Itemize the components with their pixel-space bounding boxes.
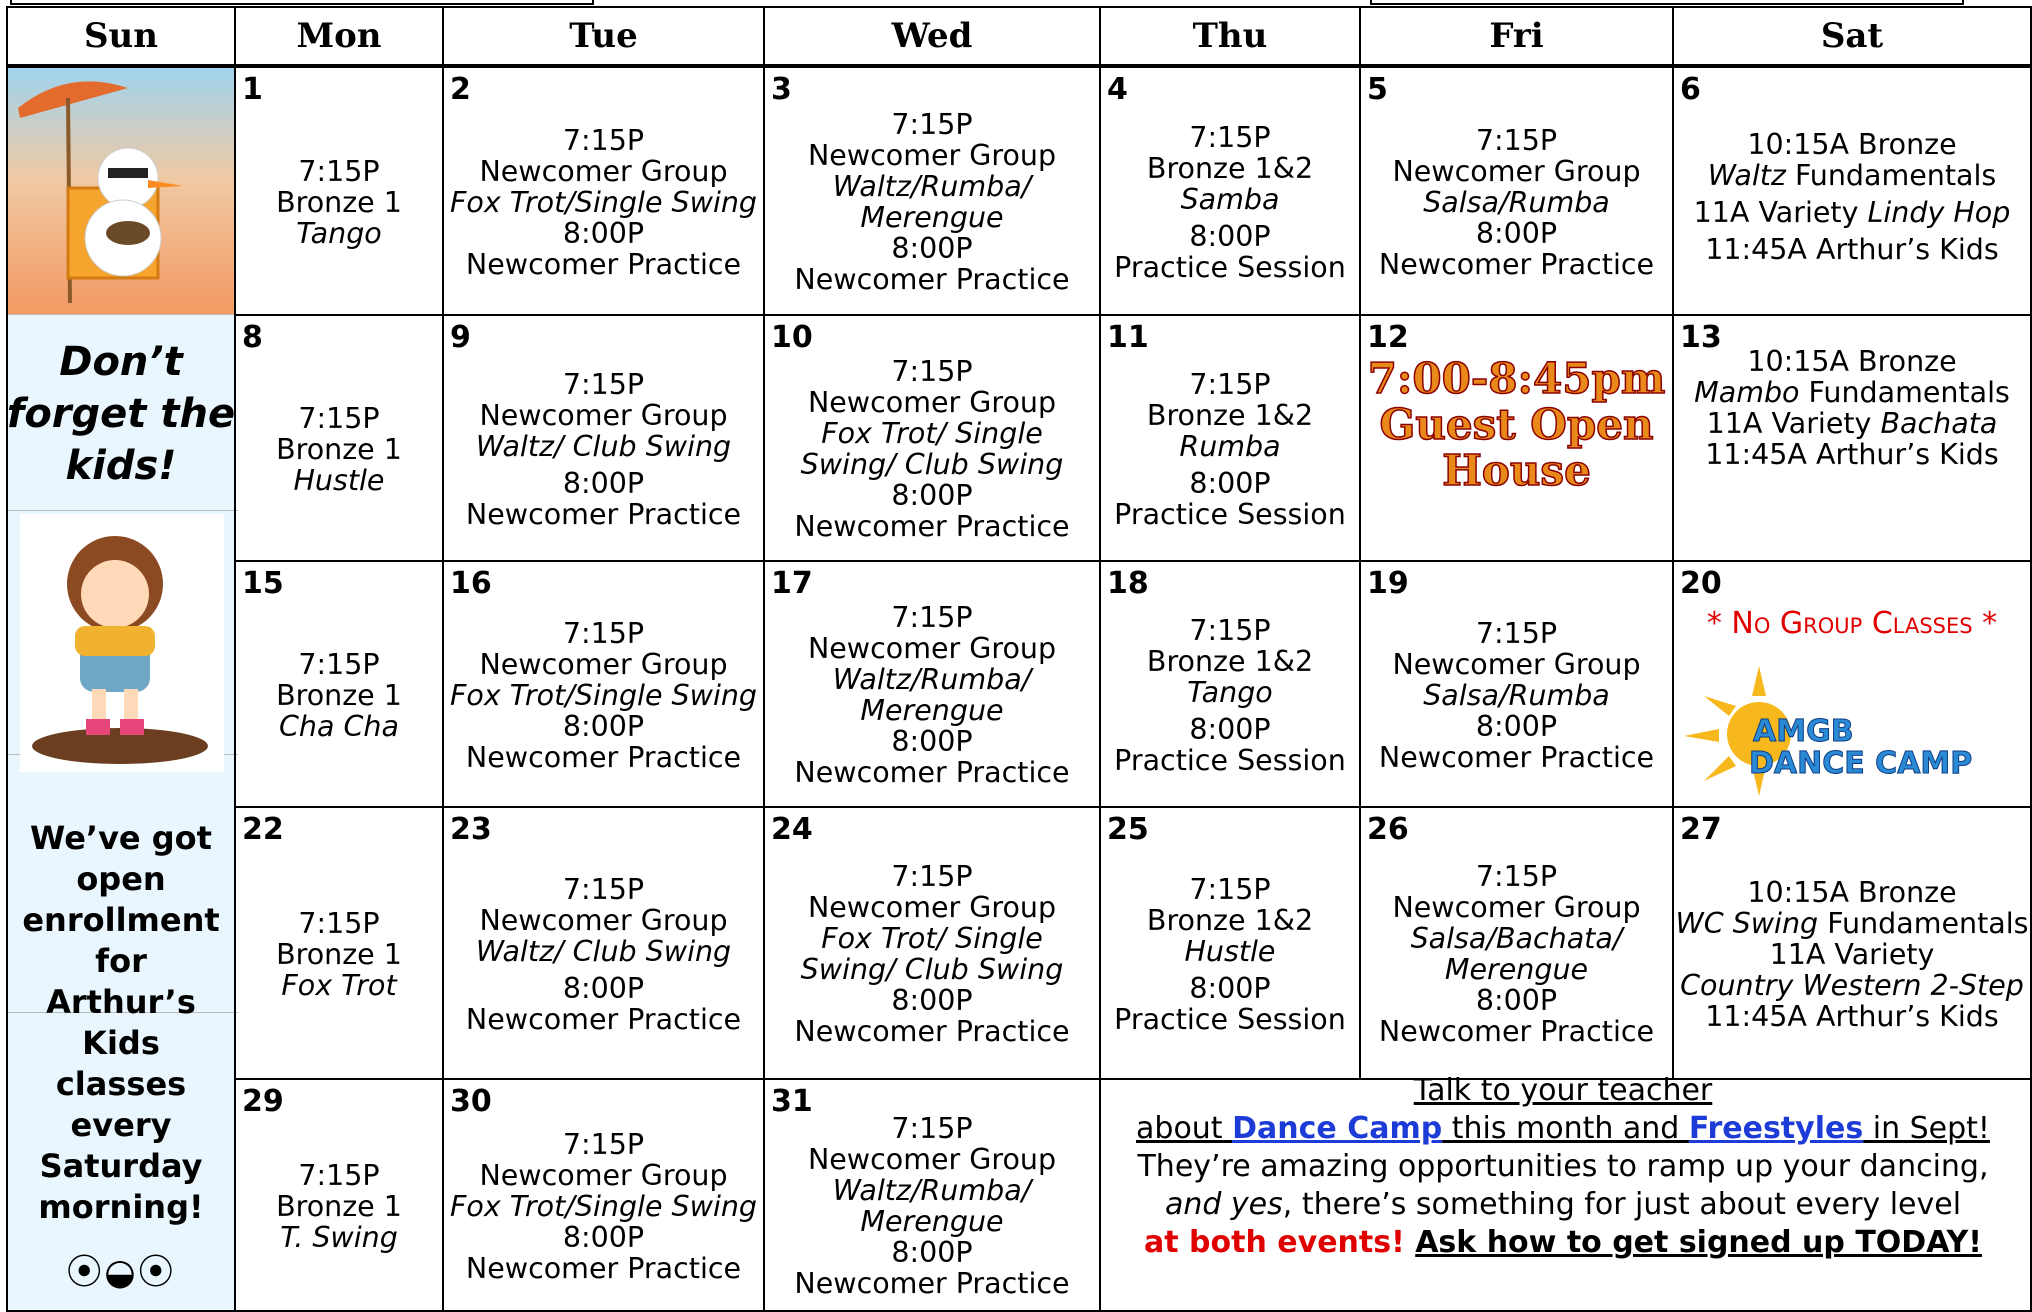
practice-name: Practice Session — [1114, 1002, 1346, 1036]
talk-fragment: and yes — [1164, 1187, 1283, 1222]
day-cell-19 — [1359, 560, 1674, 808]
talk-line: Talk to your teacher — [1413, 1073, 1713, 1108]
enroll-line: for — [95, 942, 147, 980]
enroll-line: Arthur’s — [46, 983, 196, 1021]
sat-variety-dance: Country Western 2-Step — [1680, 968, 2024, 1002]
class-level: Newcomer Group — [807, 891, 1057, 924]
day-number: 31 — [771, 1084, 813, 1119]
day-cell-15 — [234, 560, 444, 808]
header-tue: Tue — [442, 6, 765, 66]
dance-camp-link[interactable]: Dance Camp — [1232, 1111, 1443, 1146]
day-cell-2 — [442, 66, 765, 316]
sat-class-line: 10:15A Bronze — [1747, 875, 1957, 909]
day-number: 8 — [242, 320, 263, 355]
practice-time: 8:00P — [891, 725, 973, 758]
sat-variety-dance: Bachata — [1880, 407, 1998, 440]
day-cell-5 — [1359, 66, 1674, 316]
class-time: 7:15P — [562, 367, 645, 401]
class-dance: Fox Trot — [281, 968, 397, 1002]
class-dance: Salsa/Rumba — [1423, 185, 1610, 219]
talk-fragment: , there’s something for just about every level — [1282, 1187, 1962, 1222]
class-time: 7:15P — [298, 154, 380, 188]
mud-puddle-girl-image — [20, 514, 224, 772]
day-cell-25 — [1099, 806, 1361, 1080]
forget-kids-text — [6, 336, 236, 492]
day-cell-4 — [1099, 66, 1361, 316]
practice-name: Newcomer Practice — [465, 1002, 742, 1036]
class-dance: Cha Cha — [279, 709, 399, 743]
class-time: 7:15P — [1475, 860, 1558, 893]
day-number: 23 — [450, 812, 492, 847]
practice-time: 8:00P — [891, 1236, 973, 1269]
open-house-title: Guest Open — [1379, 400, 1654, 449]
class-level: Bronze 1 — [276, 678, 402, 712]
class-dance: Swing/ Club Swing — [800, 953, 1064, 986]
practice-name: Newcomer Practice — [465, 1251, 742, 1285]
class-time: 7:15P — [891, 601, 973, 634]
practice-time: 8:00P — [1189, 219, 1271, 253]
practice-time: 8:00P — [891, 479, 973, 512]
class-level: Bronze 1 — [276, 937, 402, 971]
day-number: 13 — [1680, 320, 1722, 355]
class-level: Bronze 1&2 — [1146, 151, 1314, 185]
camp-logo-line1: AMGB — [1753, 714, 1854, 749]
sat-dance: Waltz — [1707, 159, 1786, 192]
talk-call-to-action: Ask how to get signed up TODAY! — [1415, 1225, 1982, 1260]
day-number: 9 — [450, 320, 471, 355]
class-dance: Waltz/ Club Swing — [475, 429, 732, 463]
sat-variety: 11A Variety — [1769, 937, 1935, 971]
forget-line: Don’t — [59, 339, 183, 385]
day-number: 24 — [771, 812, 813, 847]
enroll-line: open — [76, 860, 166, 898]
talk-fragment: this month and — [1442, 1111, 1689, 1146]
class-time: 7:15P — [1189, 613, 1271, 647]
practice-time: 8:00P — [1189, 466, 1271, 500]
open-house-title: House — [1442, 446, 1591, 495]
class-dance: Fox Trot/ Single — [821, 417, 1043, 450]
sun-divider — [8, 510, 238, 511]
day-cell-16 — [442, 560, 765, 808]
practice-name: Newcomer Practice — [794, 1267, 1070, 1300]
day-number: 25 — [1107, 812, 1149, 847]
class-dance: Merengue — [1444, 953, 1589, 986]
day-number: 2 — [450, 72, 471, 107]
class-time: 7:15P — [891, 860, 973, 893]
talk-line — [1100, 1186, 2026, 1224]
day-cell-20 — [1672, 560, 2032, 808]
enroll-line: enrollment — [22, 901, 220, 939]
class-dance: Fox Trot/Single Swing — [449, 185, 758, 219]
day-number: 19 — [1367, 566, 1409, 601]
header-sun: Sun — [6, 6, 236, 66]
class-time: 7:15P — [891, 108, 973, 141]
practice-name: Newcomer Practice — [1378, 1015, 1655, 1048]
day-number: 12 — [1367, 320, 1409, 355]
practice-name: Newcomer Practice — [794, 756, 1070, 789]
header-sat: Sat — [1672, 6, 2032, 66]
class-level: Bronze 1 — [276, 185, 402, 219]
class-time: 7:15P — [1189, 367, 1271, 401]
notice-star: * — [1706, 606, 1732, 641]
talk-line — [1100, 1224, 2026, 1262]
day-number: 22 — [242, 812, 284, 847]
practice-name: Newcomer Practice — [794, 510, 1070, 543]
class-dance: Salsa/Rumba — [1423, 678, 1610, 712]
notice-text: No Group Classes — [1731, 606, 1973, 641]
day-cell-27 — [1672, 806, 2032, 1080]
class-time: 7:15P — [562, 616, 645, 650]
class-dance: Swing/ Club Swing — [800, 448, 1064, 481]
practice-time: 8:00P — [562, 1220, 645, 1254]
enroll-line: classes — [55, 1065, 187, 1103]
sun-divider — [8, 314, 238, 315]
sat-class-line: 10:15A Bronze — [1747, 128, 1957, 161]
enrollment-text — [6, 818, 236, 1228]
practice-name: Practice Session — [1114, 250, 1346, 284]
camp-logo-line2: DANCE CAMP — [1749, 746, 1973, 781]
day-number: 30 — [450, 1084, 492, 1119]
class-level: Bronze 1&2 — [1146, 644, 1314, 678]
class-dance: Hustle — [1184, 934, 1276, 968]
class-time: 7:15P — [1475, 616, 1558, 650]
class-dance: Merengue — [860, 694, 1004, 727]
day-cell-11 — [1099, 314, 1361, 562]
class-dance: Samba — [1180, 182, 1280, 216]
header-thu: Thu — [1099, 6, 1361, 66]
sat-kids-class: 11:45A Arthur’s Kids — [1705, 999, 1999, 1033]
class-time: 7:15P — [562, 1127, 645, 1161]
enroll-line: morning! — [38, 1188, 204, 1226]
class-dance: Waltz/Rumba/ — [832, 170, 1032, 203]
day-cell-8 — [234, 314, 444, 562]
class-time: 7:15P — [298, 401, 380, 435]
day-cell-12 — [1359, 314, 1674, 562]
practice-time: 8:00P — [562, 216, 645, 250]
practice-time: 8:00P — [1475, 709, 1558, 743]
class-dance: Fox Trot/Single Swing — [449, 678, 758, 712]
day-cell-22 — [234, 806, 444, 1080]
enroll-line: We’ve got — [30, 819, 212, 857]
sat-fundamentals: Fundamentals — [1785, 159, 1997, 192]
class-time: 7:15P — [298, 906, 380, 940]
class-level: Newcomer Group — [479, 154, 728, 188]
announcement-text — [1100, 1072, 2026, 1306]
talk-fragment: in Sept! — [1863, 1111, 1990, 1146]
day-cell-24 — [763, 806, 1101, 1080]
class-time: 7:15P — [891, 355, 973, 388]
day-number: 10 — [771, 320, 813, 355]
day-cell-18 — [1099, 560, 1361, 808]
day-cell-10 — [763, 314, 1101, 562]
enroll-line: Saturday — [39, 1147, 203, 1185]
enroll-line: Kids — [82, 1024, 160, 1062]
forget-line: kids! — [65, 443, 177, 489]
day-cell-26 — [1359, 806, 1674, 1080]
talk-emphasis: at both events! — [1144, 1225, 1416, 1260]
class-time: 7:15P — [891, 1112, 973, 1145]
class-dance: Waltz/Rumba/ — [832, 663, 1032, 696]
class-dance: Hustle — [293, 463, 385, 497]
practice-time: 8:00P — [562, 709, 645, 743]
class-level: Bronze 1&2 — [1146, 398, 1314, 432]
class-time: 7:15P — [298, 647, 380, 681]
practice-time: 8:00P — [891, 232, 973, 265]
day-cell-23 — [442, 806, 765, 1080]
day-number: 16 — [450, 566, 492, 601]
day-number: 11 — [1107, 320, 1149, 355]
day-cell-3 — [763, 66, 1101, 316]
talk-line — [1100, 1110, 2026, 1148]
practice-name: Newcomer Practice — [465, 740, 742, 774]
day-number: 5 — [1367, 72, 1388, 107]
class-level: Newcomer Group — [479, 647, 728, 681]
sat-variety: 11A Variety — [1693, 196, 1868, 229]
practice-name: Newcomer Practice — [465, 497, 742, 531]
practice-name: Newcomer Practice — [794, 1015, 1070, 1048]
day-number: 6 — [1680, 72, 1701, 107]
day-number: 20 — [1680, 566, 1722, 601]
top-frame-left — [10, 0, 594, 5]
class-level: Bronze 1 — [276, 432, 402, 466]
class-level: Newcomer Group — [807, 386, 1057, 419]
day-cell-13 — [1672, 314, 2032, 562]
practice-time: 8:00P — [891, 984, 973, 1017]
header-wed: Wed — [763, 6, 1101, 66]
day-number: 1 — [242, 72, 263, 107]
day-number: 26 — [1367, 812, 1409, 847]
class-level: Newcomer Group — [807, 139, 1057, 172]
open-house-time: 7:00-8:45pm — [1367, 354, 1666, 403]
day-cell-31 — [763, 1078, 1101, 1312]
class-dance: Waltz/ Club Swing — [475, 934, 732, 968]
smiley-face-icon: ⦿◒⦿ — [66, 1252, 176, 1293]
practice-time: 8:00P — [562, 466, 645, 500]
day-cell-29 — [234, 1078, 444, 1312]
header-fri: Fri — [1359, 6, 1674, 66]
beach-snowman-image — [8, 68, 234, 314]
day-number: 27 — [1680, 812, 1722, 847]
sat-variety-dance: Lindy Hop — [1867, 196, 2011, 229]
class-dance: Tango — [1187, 675, 1273, 709]
class-dance: Fox Trot/Single Swing — [449, 1189, 758, 1223]
header-mon: Mon — [234, 6, 444, 66]
class-dance: Merengue — [860, 201, 1004, 234]
class-level: Newcomer Group — [1392, 891, 1641, 924]
day-number: 18 — [1107, 566, 1149, 601]
practice-name: Practice Session — [1114, 743, 1346, 777]
day-cell-17 — [763, 560, 1101, 808]
day-number: 4 — [1107, 72, 1128, 107]
sat-kids-class: 11:45A Arthur’s Kids — [1705, 438, 1999, 471]
sat-fundamentals: Fundamentals — [1818, 906, 2029, 940]
practice-time: 8:00P — [1189, 712, 1271, 746]
dance-camp-logo — [1749, 716, 1972, 780]
class-level: Newcomer Group — [807, 632, 1057, 665]
class-time: 7:15P — [562, 872, 645, 906]
sat-kids-class: 11:45A Arthur’s Kids — [1705, 233, 1999, 266]
class-dance: Waltz/Rumba/ — [832, 1174, 1032, 1207]
class-level: Bronze 1 — [276, 1189, 402, 1223]
sat-dance: WC Swing — [1675, 906, 1819, 940]
class-dance: Rumba — [1179, 429, 1281, 463]
day-number: 15 — [242, 566, 284, 601]
freestyles-link[interactable]: Freestyles — [1688, 1111, 1864, 1146]
class-level: Bronze 1&2 — [1146, 903, 1314, 937]
class-time: 7:15P — [298, 1158, 380, 1192]
practice-name: Newcomer Practice — [1378, 740, 1655, 774]
class-time: 7:15P — [562, 123, 645, 157]
class-level: Newcomer Group — [1392, 647, 1641, 681]
forget-line: forget the — [6, 391, 236, 437]
top-frame-right — [1370, 0, 1964, 5]
day-cell-6 — [1672, 66, 2032, 316]
class-dance: T. Swing — [280, 1220, 398, 1254]
class-dance: Merengue — [860, 1205, 1004, 1238]
class-level: Newcomer Group — [479, 1158, 728, 1192]
practice-name: Newcomer Practice — [794, 263, 1070, 296]
talk-line: They’re amazing opportunities to ramp up your dancing, — [1137, 1149, 1989, 1184]
enroll-line: every — [70, 1106, 172, 1144]
day-cell-1 — [234, 66, 444, 316]
class-time: 7:15P — [1189, 120, 1271, 154]
class-level: Newcomer Group — [807, 1143, 1057, 1176]
day-number: 17 — [771, 566, 813, 601]
class-dance: Fox Trot/ Single — [821, 922, 1043, 955]
class-level: Newcomer Group — [479, 903, 728, 937]
class-level: Newcomer Group — [479, 398, 728, 432]
class-dance: Salsa/Bachata/ — [1410, 922, 1623, 955]
class-time: 7:15P — [1475, 123, 1558, 157]
class-level: Newcomer Group — [1392, 154, 1641, 188]
practice-name: Newcomer Practice — [465, 247, 742, 281]
practice-time: 8:00P — [1475, 984, 1558, 1017]
day-cell-30 — [442, 1078, 765, 1312]
practice-time: 8:00P — [562, 971, 645, 1005]
practice-name: Practice Session — [1114, 497, 1346, 531]
sat-fundamentals: Fundamentals — [1799, 376, 2010, 409]
notice-star: * — [1972, 606, 1998, 641]
day-cell-9 — [442, 314, 765, 562]
practice-time: 8:00P — [1189, 971, 1271, 1005]
sat-class-line: 10:15A Bronze — [1747, 345, 1957, 378]
no-group-classes-notice — [1674, 606, 2030, 641]
day-number: 29 — [242, 1084, 284, 1119]
class-time: 7:15P — [1189, 872, 1271, 906]
sat-variety: 11A Variety — [1706, 407, 1881, 440]
practice-name: Newcomer Practice — [1378, 247, 1655, 281]
class-dance: Tango — [296, 216, 382, 250]
day-number: 3 — [771, 72, 792, 107]
talk-fragment: about — [1136, 1111, 1233, 1146]
practice-time: 8:00P — [1475, 216, 1558, 250]
sat-dance: Mambo — [1694, 376, 1800, 409]
